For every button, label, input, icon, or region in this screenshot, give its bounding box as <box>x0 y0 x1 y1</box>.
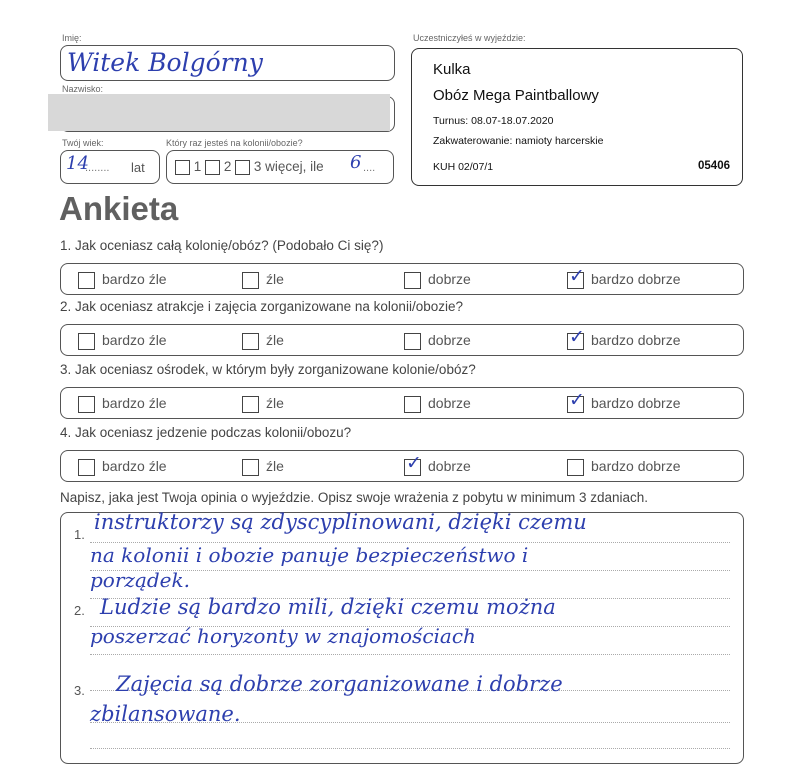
first-name-value: Witek Bolgórny <box>67 48 263 77</box>
q3-checkbox-3[interactable] <box>404 396 421 413</box>
age-label: Twój wiek: <box>62 138 104 148</box>
q3-option-label: bardzo dobrze <box>591 395 681 411</box>
trip-label: Uczestniczyłeś w wyjeździe: <box>413 33 526 43</box>
times-3-label: 3 więcej, ile <box>253 159 324 174</box>
first-name-field[interactable] <box>60 45 395 81</box>
q4-checkbox-1[interactable] <box>78 459 95 476</box>
trip-code: KUH 02/07/1 <box>433 161 494 173</box>
times-value: 6 <box>350 152 362 173</box>
age-dots: ........ <box>85 162 110 174</box>
q1-option-4[interactable] <box>567 264 681 289</box>
q1-option-label: bardzo dobrze <box>591 271 681 287</box>
survey-title: Ankieta <box>59 190 179 227</box>
q4-checkbox-2[interactable] <box>242 459 259 476</box>
handwritten-line-1: instruktorzy są zdyscyplinowani, dzięki czemu <box>94 510 587 534</box>
q1-option-2[interactable] <box>242 271 284 289</box>
trip-name: Kulka <box>433 61 471 78</box>
opinion-number-3: 3. <box>74 683 85 698</box>
times-2-label: 2 <box>223 159 232 174</box>
q3-option-label: dobrze <box>428 395 471 411</box>
q1-option-1[interactable] <box>78 271 167 289</box>
q1-option-3[interactable] <box>404 271 471 289</box>
check-mark-icon: ✓ <box>569 388 585 411</box>
q3-option-label: źle <box>266 395 284 411</box>
q4-option-label: dobrze <box>428 458 471 474</box>
q2-option-2[interactable] <box>242 332 284 350</box>
q2-option-label: bardzo źle <box>102 332 167 348</box>
q2-option-label: bardzo dobrze <box>591 332 681 348</box>
check-mark-icon: ✓ <box>569 325 585 348</box>
q1-option-label: bardzo źle <box>102 271 167 287</box>
handwritten-line-3: porządek. <box>90 568 190 592</box>
last-name-label: Nazwisko: <box>62 84 104 94</box>
trip-turnus: Turnus: 08.07-18.07.2020 <box>433 115 554 127</box>
question-2-options <box>60 324 744 356</box>
q1-option-label: dobrze <box>428 271 471 287</box>
question-1-options <box>60 263 744 295</box>
q3-option-label: bardzo źle <box>102 395 167 411</box>
q2-checkbox-1[interactable] <box>78 333 95 350</box>
q1-checkbox-1[interactable] <box>78 272 95 289</box>
trip-accommodation: Zakwaterowanie: namioty harcerskie <box>433 135 604 147</box>
opinion-prompt: Napisz, jaka jest Twoja opinia o wyjeździe. Opisz swoje wrażenia z pobytu w minimum 3 zdaniach. <box>60 490 649 505</box>
times-3-checkbox[interactable] <box>235 160 250 175</box>
q4-option-label: źle <box>266 458 284 474</box>
q3-checkbox-2[interactable] <box>242 396 259 413</box>
q3-checkbox-4[interactable] <box>567 388 585 413</box>
q1-checkbox-4[interactable] <box>567 264 585 289</box>
times-1-checkbox[interactable] <box>175 160 190 175</box>
check-mark-icon: ✓ <box>406 451 422 474</box>
question-4-text: 4. Jak oceniasz jedzenie podczas kolonii/obozu? <box>60 425 352 440</box>
q4-option-1[interactable] <box>78 458 167 476</box>
handwritten-line-2: na kolonii i obozie panuje bezpieczeństwo i <box>90 543 529 567</box>
q4-option-label: bardzo źle <box>102 458 167 474</box>
age-value: 14 <box>66 153 89 174</box>
q4-option-label: bardzo dobrze <box>591 458 681 474</box>
q4-option-4[interactable] <box>567 458 681 476</box>
q3-checkbox-1[interactable] <box>78 396 95 413</box>
trip-box <box>411 48 743 186</box>
check-mark-icon: ✓ <box>569 264 585 287</box>
redaction-bar <box>48 94 390 131</box>
times-field[interactable] <box>166 150 394 184</box>
opinion-number-1: 1. <box>74 527 85 542</box>
q2-option-label: źle <box>266 332 284 348</box>
dotted-rule <box>90 748 730 749</box>
times-1-label: 1 <box>193 159 202 174</box>
age-unit: lat <box>131 160 145 175</box>
q2-option-4[interactable] <box>567 325 681 350</box>
question-3-text: 3. Jak oceniasz ośrodek, w którym były zorganizowane kolonie/obóz? <box>60 362 476 377</box>
q4-checkbox-3[interactable] <box>404 451 422 476</box>
q2-checkbox-3[interactable] <box>404 333 421 350</box>
times-2-checkbox[interactable] <box>205 160 220 175</box>
dotted-rule <box>90 654 730 655</box>
handwritten-line-5: poszerzać horyzonty w znajomościach <box>90 624 476 648</box>
handwritten-line-4: Ludzie są bardzo mili, dzięki czemu można <box>100 595 556 619</box>
question-2-text: 2. Jak oceniasz atrakcje i zajęcia zorganizowane na kolonii/obozie? <box>60 299 463 314</box>
question-1-text: 1. Jak oceniasz całą kolonię/obóz? (Podobało Ci się?) <box>60 238 384 253</box>
opinion-number-2: 2. <box>74 603 85 618</box>
q2-option-1[interactable] <box>78 332 167 350</box>
q4-option-2[interactable] <box>242 458 284 476</box>
q4-checkbox-4[interactable] <box>567 459 584 476</box>
q2-checkbox-2[interactable] <box>242 333 259 350</box>
q3-option-1[interactable] <box>78 395 167 413</box>
handwritten-line-6: Zajęcia są dobrze zorganizowane i dobrze <box>116 672 563 696</box>
q3-option-4[interactable] <box>567 388 681 413</box>
q2-checkbox-4[interactable] <box>567 325 585 350</box>
trip-id: 05406 <box>698 160 730 172</box>
q1-checkbox-2[interactable] <box>242 272 259 289</box>
q1-option-label: źle <box>266 271 284 287</box>
question-4-options <box>60 450 744 482</box>
q2-option-label: dobrze <box>428 332 471 348</box>
question-3-options <box>60 387 744 419</box>
first-name-label: Imię: <box>62 33 82 43</box>
handwritten-line-7: zbilansowane. <box>90 702 241 726</box>
times-label: Który raz jesteś na kolonii/obozie? <box>166 138 303 148</box>
q3-option-3[interactable] <box>404 395 471 413</box>
q4-option-3[interactable] <box>404 451 471 476</box>
trip-camp: Obóz Mega Paintballowy <box>433 87 599 104</box>
age-field[interactable] <box>60 150 160 184</box>
q1-checkbox-3[interactable] <box>404 272 421 289</box>
q3-option-2[interactable] <box>242 395 284 413</box>
q2-option-3[interactable] <box>404 332 471 350</box>
times-dots: .... <box>363 162 376 174</box>
